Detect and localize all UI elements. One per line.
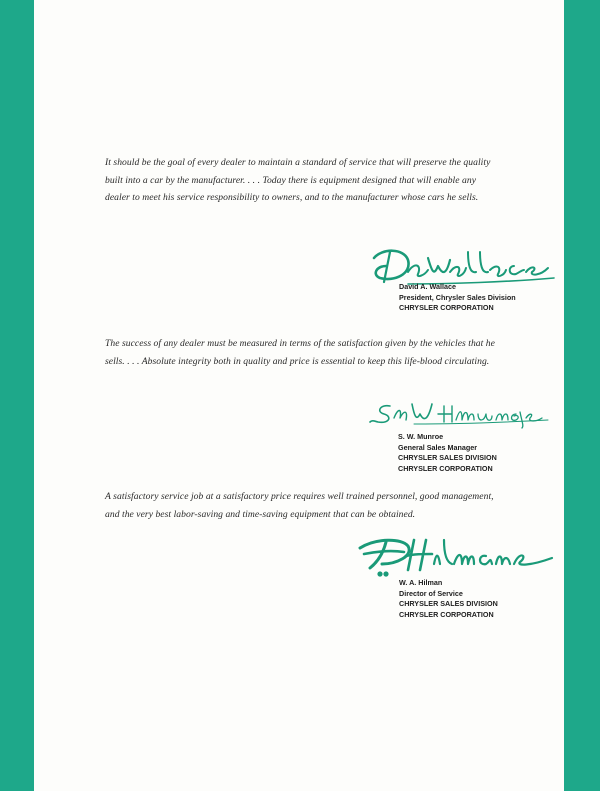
attribution-name: W. A. Hilman: [399, 578, 443, 587]
attribution-title: General Sales Manager: [398, 442, 478, 452]
attribution-name: S. W. Munroe: [398, 432, 444, 441]
quote-line: dealer to meet his service responsibility to owners, and to the manufacturer whose cars he sells.: [105, 192, 479, 203]
signature-wallace: [368, 244, 558, 286]
signature-munroe: [370, 398, 550, 428]
attribution-hilman: [399, 578, 498, 620]
quote-line: sells. . . . Absolute integrity both in quality and price is essential to keep this life-blood circulating.: [105, 355, 490, 367]
right-green-border: [564, 0, 600, 791]
quote-munroe: [105, 335, 555, 370]
quote-line: A satisfactory service job at a satisfactory price requires well trained personnel, good management,: [105, 491, 494, 502]
attribution-name: David A. Wallace: [399, 282, 456, 291]
attribution-company: CHRYSLER CORPORATION: [398, 463, 493, 473]
quote-line: The success of any dealer must be measured in terms of the satisfaction given by the vehicles that he: [105, 338, 495, 349]
quote-line: It should be the goal of every dealer to maintain a standard of service that will preserve the quality: [105, 157, 491, 168]
attribution-company: CHRYSLER CORPORATION: [399, 303, 494, 312]
attribution-company: CHRYSLER SALES DIVISION: [399, 599, 498, 608]
attribution-wallace: [399, 282, 516, 314]
attribution-title: Director of Service: [399, 588, 463, 598]
signature-hilman: [356, 534, 556, 578]
quote-line: built into a car by the manufacturer. . . . Today there is equipment designed that will enable any: [105, 174, 477, 186]
quote-wallace: [105, 154, 555, 207]
left-green-border: [0, 0, 34, 791]
document-page: [34, 0, 564, 791]
quote-hilman: [105, 488, 555, 523]
attribution-munroe: [398, 432, 497, 474]
attribution-title: President, Chrysler Sales Division: [399, 292, 516, 302]
attribution-company: CHRYSLER SALES DIVISION: [398, 453, 497, 462]
quote-line: and the very best labor-saving and time-saving equipment that can be obtained.: [105, 508, 416, 520]
attribution-company: CHRYSLER CORPORATION: [399, 609, 494, 619]
